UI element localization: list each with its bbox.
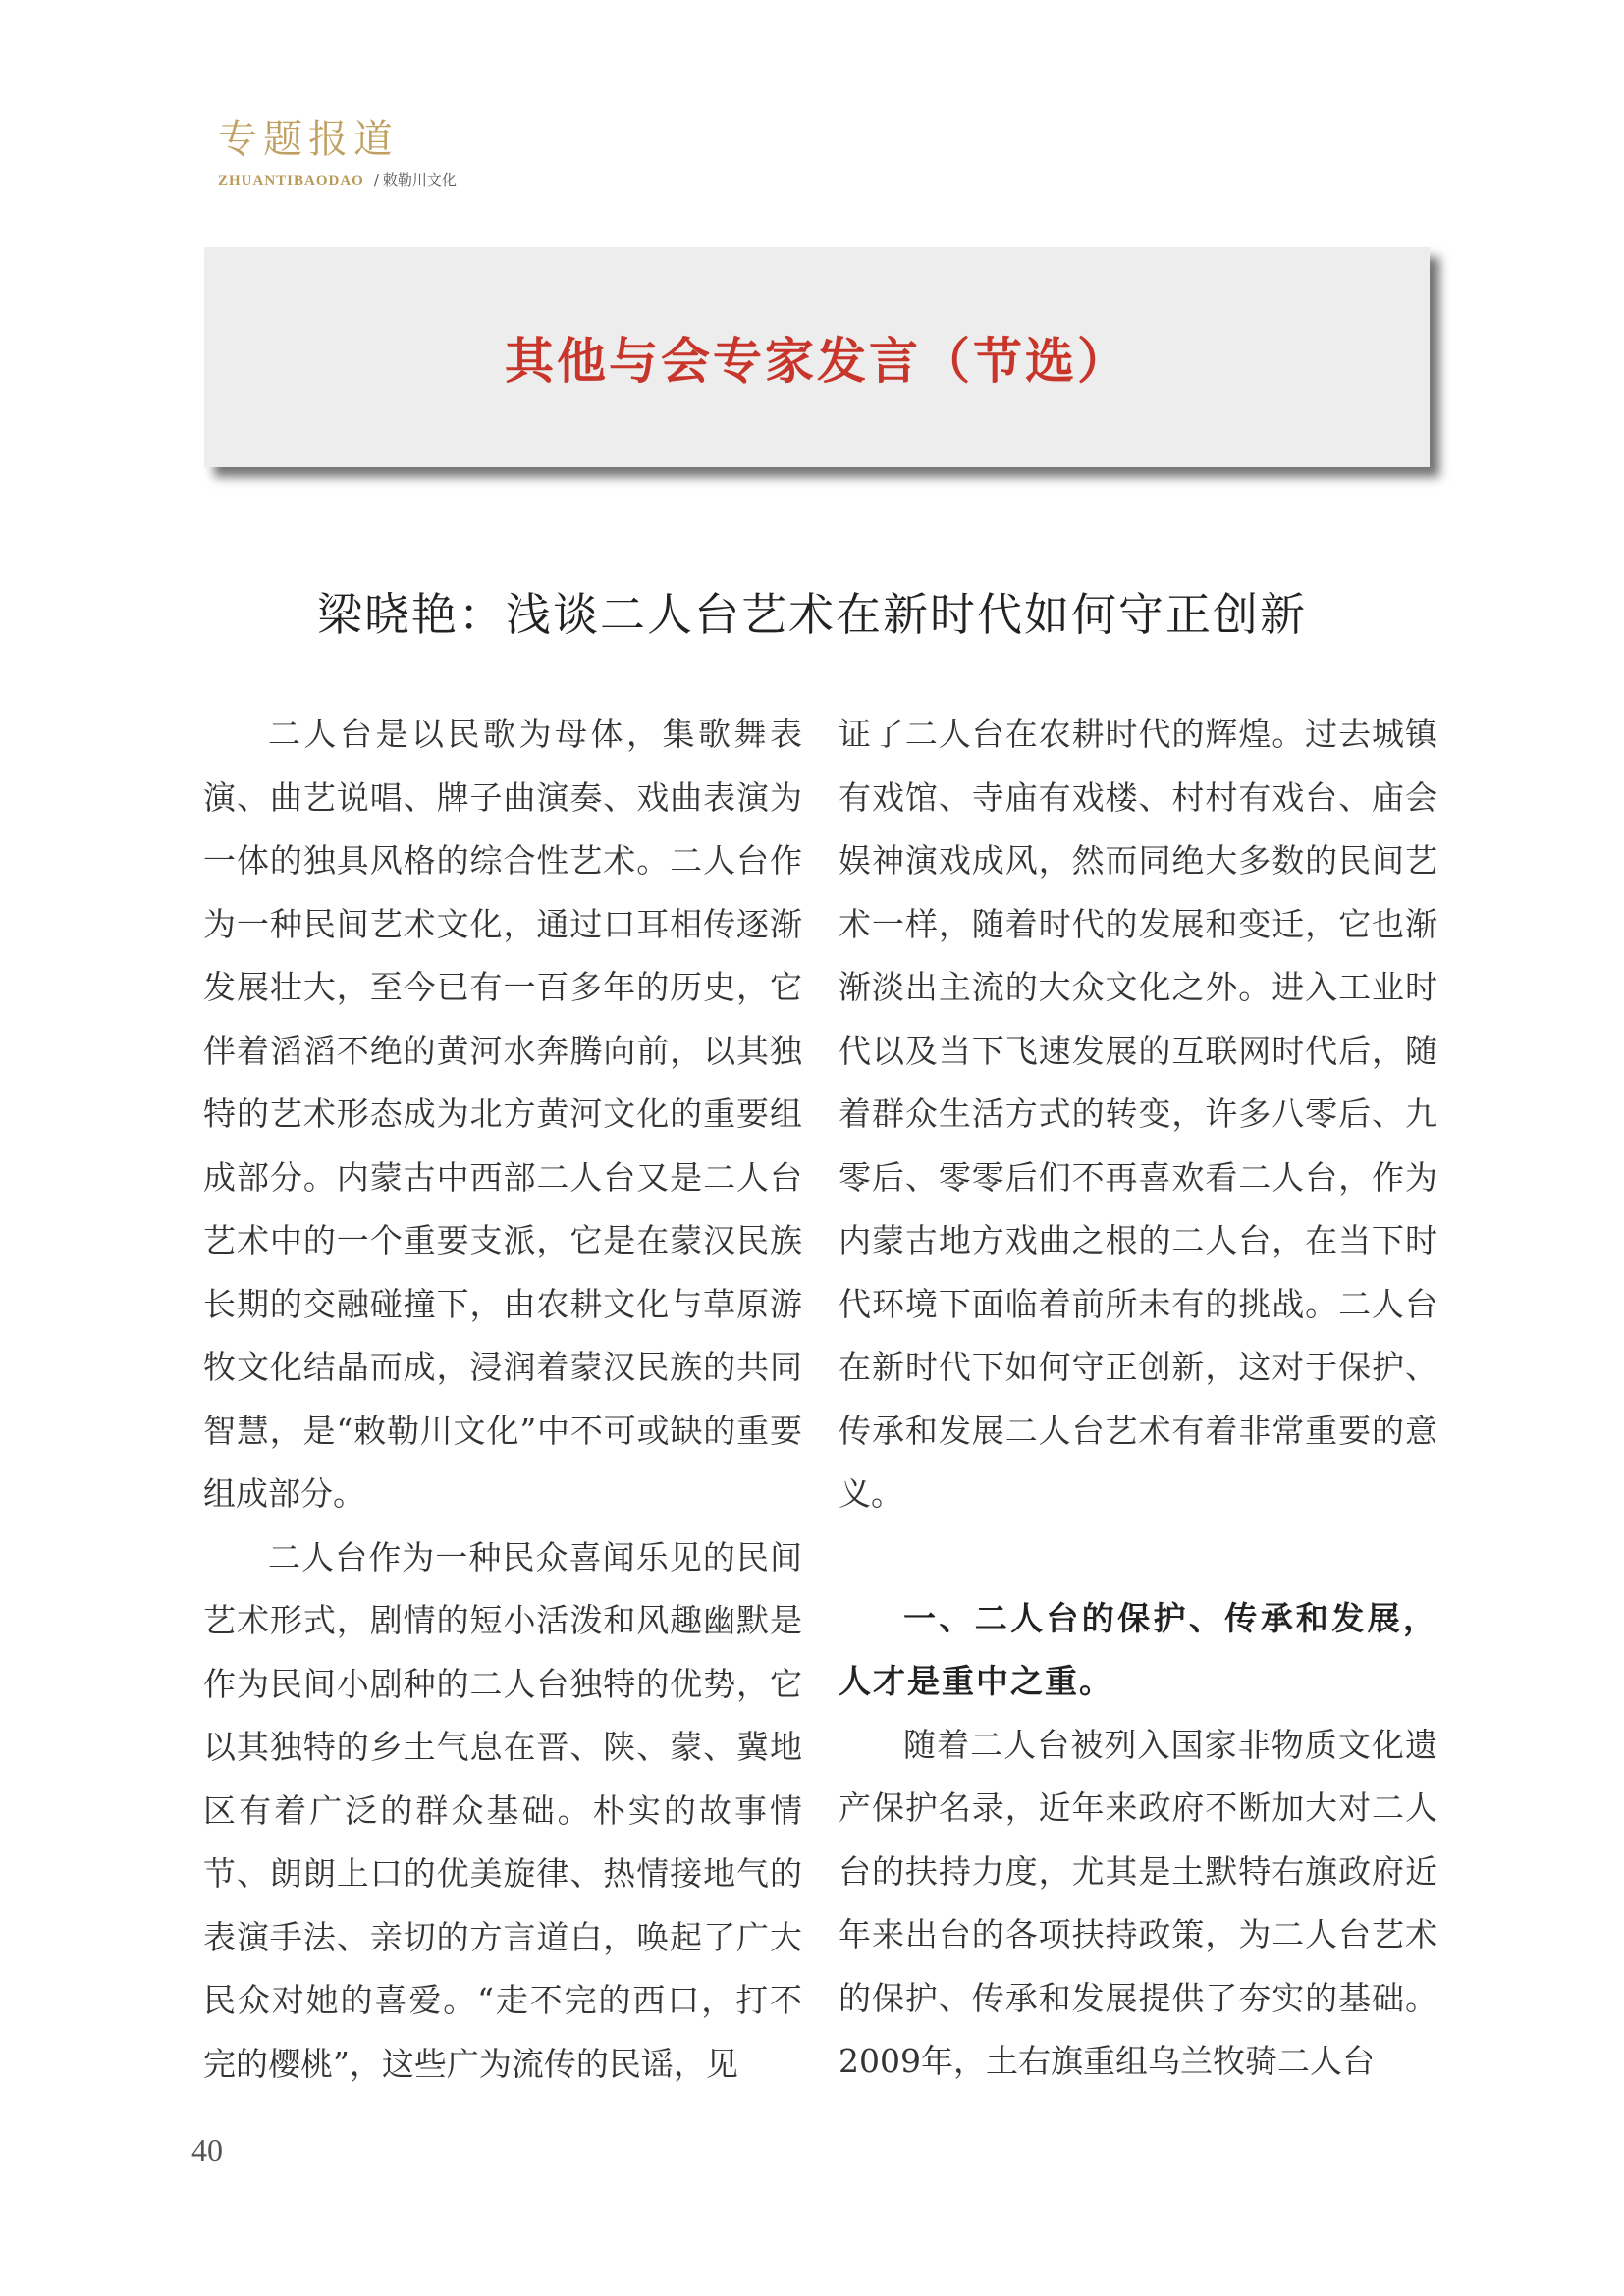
paragraph-continuation: 证了二人台在农耕时代的辉煌。过去城镇有戏馆、寺庙有戏楼、村村有戏台、庙会娱神演戏成风，然而同绝大多数的民间艺术一样，随着时代的发展和变迁，它也渐渐淡出主流的大众文化之外。进入工业时代以及当下飞速发展的互联网时代后，随着群众生活方式的转变，许多八零后、九零后、零零后们不再喜欢看二人台，作为内蒙古地方戏曲之根的二人台，在当下时代环境下面临着前所未有的挑战。二人台在新时代下如何守正创新，这对于保护、传承和发展二人台艺术有着非常重要的意义。 [839, 715, 1437, 1513]
paragraph: 二人台作为一种民众喜闻乐见的民间艺术形式，剧情的短小活泼和风趣幽默是作为民间小剧种的二人台独特的优势，它以其独特的乡土气息在晋、陕、蒙、冀地区有着广泛的群众基础。朴实的故事情节、朗朗上口的优美旋律、热情接地气的表演手法、亲切的方言道白，唤起了广大民众对她的喜爱。“走不完的西口，打不完的樱桃”，这些广为流传的民谣，见 [203, 1537, 802, 2083]
banner-title: 其他与会专家发言（节选） [505, 333, 1129, 390]
section-title-en: ZHUANTIBAODAO [218, 173, 364, 188]
running-header [218, 116, 457, 189]
right-column [839, 703, 1437, 2094]
article-title: 梁晓艳：浅谈二人台艺术在新时代如何守正创新 [317, 588, 1307, 641]
section-subtitle [218, 169, 457, 189]
paragraph: 随着二人台被列入国家非物质文化遗产保护名录，近年来政府不断加大对二人台的扶持力度，尤其是土默特右旗政府近年来出台的各项扶持政策，为二人台艺术的保护、传承和发展提供了夯实的基础。2009年，土右旗重组乌兰牧骑二人台 [839, 1725, 1437, 2080]
section-spacer [839, 1526, 1437, 1587]
header-separator: / [373, 171, 379, 188]
section-topic: 敕勒川文化 [382, 171, 457, 188]
left-column [203, 703, 802, 2096]
page-number: 40 [191, 2132, 223, 2167]
banner-box [204, 247, 1430, 467]
section-heading: 一、二人台的保护、传承和发展，人才是重中之重。 [839, 1598, 1437, 1700]
paragraph: 二人台是以民歌为母体，集歌舞表演、曲艺说唱、牌子曲演奏、戏曲表演为一体的独具风格的综合性艺术。二人台作为一种民间艺术文化，通过口耳相传逐渐发展壮大，至今已有一百多年的历史，它伴着滔滔不绝的黄河水奔腾向前，以其独特的艺术形态成为北方黄河文化的重要组成部分。内蒙古中西部二人台又是二人台艺术中的一个重要支派，它是在蒙汉民族长期的交融碰撞下，由农耕文化与草原游牧文化结晶而成，浸润着蒙汉民族的共同智慧，是“敕勒川文化”中不可或缺的重要组成部分。 [203, 715, 802, 1513]
section-title-cn: 专题报道 [218, 117, 399, 162]
